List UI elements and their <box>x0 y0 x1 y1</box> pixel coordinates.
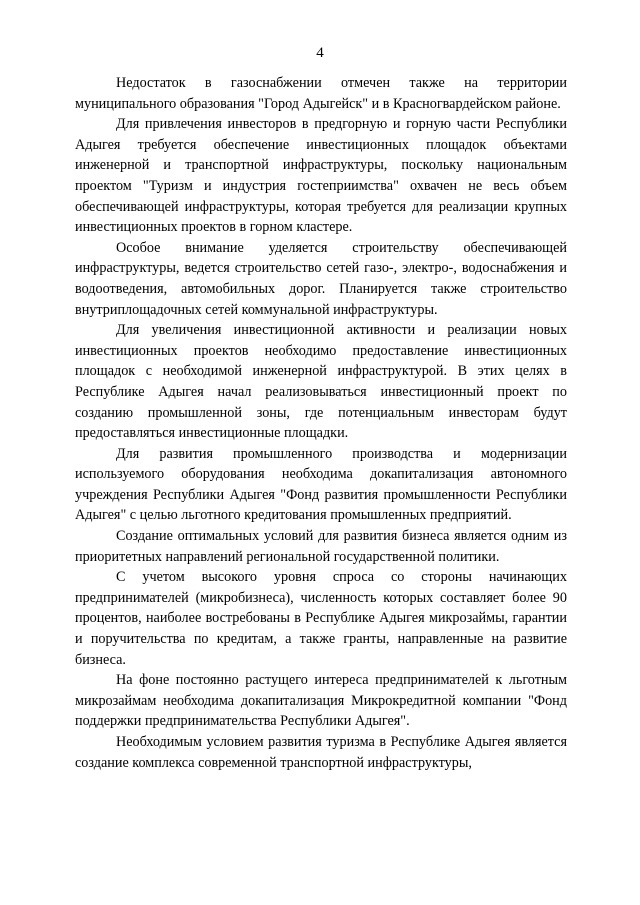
paragraph-investors-mountain: Для привлечения инвесторов в предгорную и горную части Республики Адыгея требуется обеспечение инвестиционных площадок объектами инженерной и транспортной инфраструктуры, поскольку национальным проектом "Туризм и индустрия гостеприимства" охвачен не весь объем обеспечивающей инфраструктуры, которая требуется для реализации крупных инвестиционных проектов в горном кластере. <box>75 116 567 236</box>
paragraph-tourism: Необходимым условием развития туризма в Республике Адыгея является создание комплекса современной транспортной инфраструктуры, <box>75 734 567 771</box>
paragraph-microbusiness: С учетом высокого уровня спроса со стороны начинающих предпринимателей (микробизнеса), численность которых составляет более 90 процентов, наиболее востребованы в Республике Адыгея микрозаймы, гарантии и поручительства по кредитам, а также гранты, направленные на развитие бизнеса. <box>75 569 567 668</box>
paragraph-investment-sites: Для увеличения инвестиционной активности и реализации новых инвестиционных проектов необходимо предоставление инвестиционных площадок с необходимой инженерной инфраструктурой. В этих целях в Республике Адыгея начал реализовываться инвестиционный проект по созданию промышленной зоны, где потенциальным инвесторам будут предоставляться инвестиционные площадки. <box>75 322 567 442</box>
paragraph-business-conditions: Создание оптимальных условий для развития бизнеса является одним из приоритетных направлений региональной государственной политики. <box>75 528 567 565</box>
page-number: 4 <box>316 45 324 61</box>
document-body <box>75 73 567 773</box>
paragraph-microloans: На фоне постоянно растущего интереса предпринимателей к льготным микрозаймам необходима докапитализация Микрокредитной компании "Фонд поддержки предпринимательства Республики Адыгея". <box>75 672 567 730</box>
paragraph-industry-fund: Для развития промышленного производства и модернизации используемого оборудования необходима докапитализация автономного учреждения Республики Адыгея "Фонд развития промышленности Республики Адыгея" с целью льготного кредитования промышленных предприятий. <box>75 445 567 524</box>
paragraph-infrastructure: Особое внимание уделяется строительству обеспечивающей инфраструктуры, ведется строительство сетей газо-, электро-, водоснабжения и водоотведения, автомобильных дорог. Планируется также строительство внутриплощадочных сетей коммунальной инфраструктуры. <box>75 239 567 318</box>
paragraph-gas-supply: Недостаток в газоснабжении отмечен также на территории муниципального образования "Город Адыгейск" и в Красногвардейском районе. <box>75 75 567 112</box>
